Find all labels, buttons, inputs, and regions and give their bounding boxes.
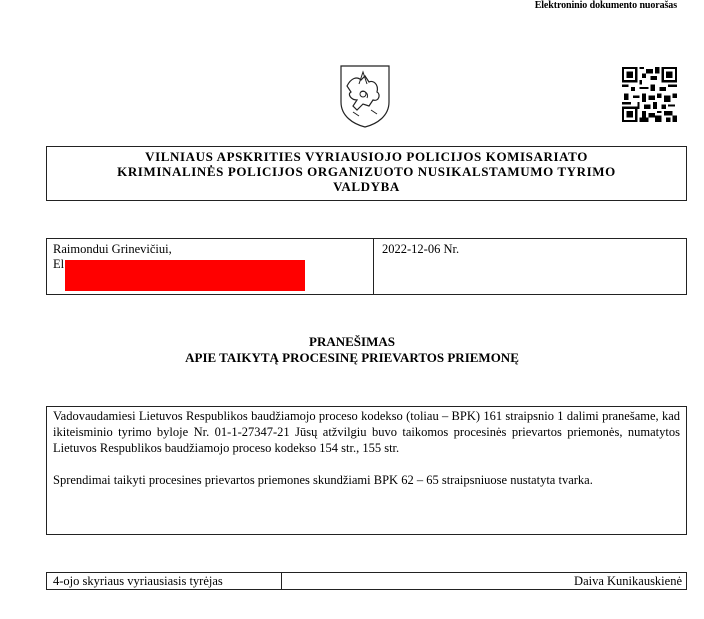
date-reference: 2022-12-06 Nr. — [382, 242, 460, 256]
signature-table — [46, 572, 687, 590]
title-line-2: APIE TAIKYTĄ PROCESINĘ PRIEVARTOS PRIEMONĘ — [185, 350, 519, 365]
body-paragraph-2: Sprendimai taikyti procesines prievartos priemones skundžiami BPK 62 – 65 straipsniuose nustatyta tvarka. — [53, 473, 593, 487]
qr-code-icon — [622, 67, 677, 122]
title-line-1: PRANEŠIMAS — [309, 334, 395, 349]
organization-line-2: KRIMINALINĖS POLICIJOS ORGANIZUOTO NUSIKALSTAMUMO TYRIMO — [117, 164, 616, 179]
organization-line-3: VALDYBA — [333, 179, 400, 194]
organization-header — [46, 146, 687, 201]
body-paragraph-1: Vadovaudamiesi Lietuvos Respublikos baudžiamojo proceso kodekso (toliau – BPK) 161 straipsnio 1 dalimi pranešame, kad ikiteisminio tyrimo byloje Nr. 01-1-27347-21 Jūsų atžvilgiu buvo taikomos procesinės prievartos priemonės, numatytos Lietuvos Respublikos baudžiamojo proceso kodekso 154 str., 155 str. — [53, 409, 680, 455]
signer-position: 4-ojo skyriaus vyriausiasis tyrėjas — [47, 573, 282, 589]
date-reference-cell — [374, 239, 686, 294]
coat-of-arms-icon — [339, 64, 391, 129]
document-title — [0, 334, 704, 366]
organization-line-1: VILNIAUS APSKRITIES VYRIAUSIOJO POLICIJOS KOMISARIATO — [145, 149, 588, 164]
notice-body — [46, 406, 687, 535]
signer-name: Daiva Kunikauskienė — [574, 574, 682, 588]
recipient-name: Raimondui Grinevičiui, — [53, 242, 172, 256]
redaction-bar — [65, 260, 305, 291]
electronic-copy-note: Elektroninio dokumento nuorašas — [534, 0, 677, 11]
recipient-email: El — [53, 257, 65, 271]
